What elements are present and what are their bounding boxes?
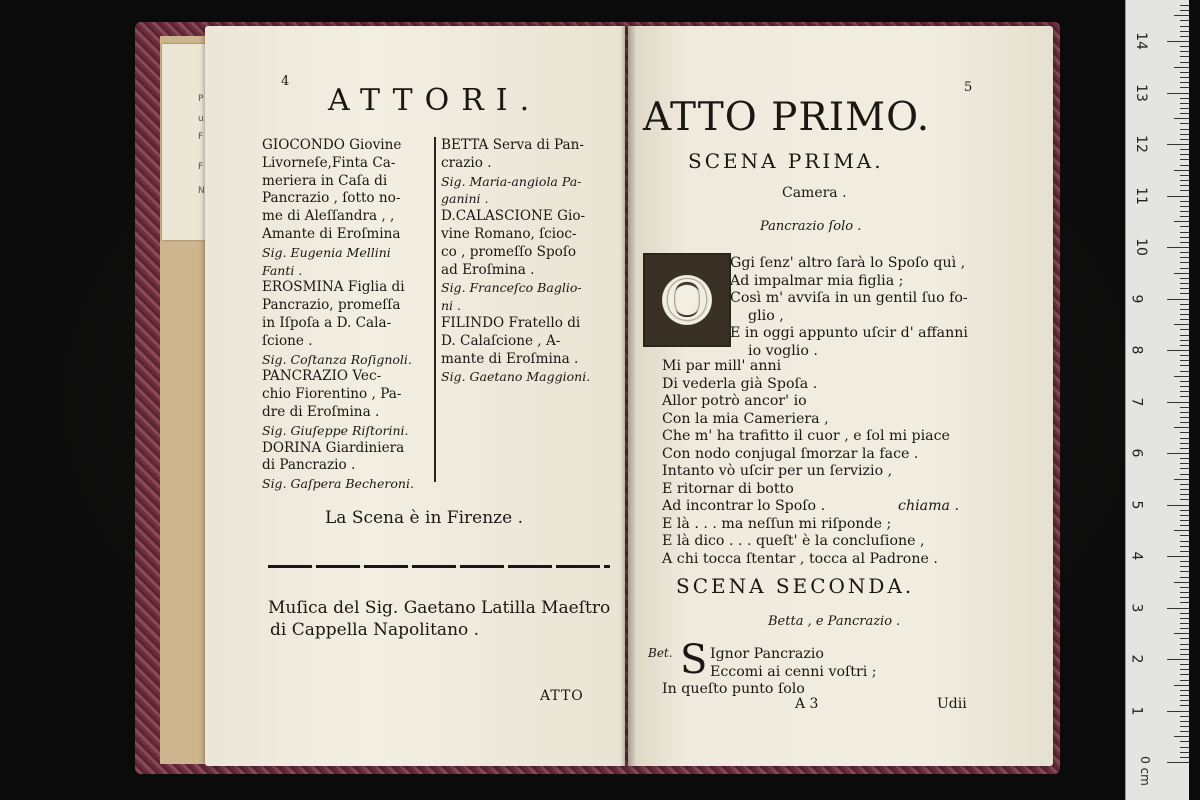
- ruler-tick: [1180, 510, 1189, 511]
- ruler-tick: [1174, 685, 1189, 686]
- ruler-tick: [1180, 293, 1189, 294]
- ruler-tick: [1180, 237, 1189, 238]
- ruler-tick: [1174, 530, 1189, 531]
- music-credit-line2: di Cappella Napolitano .: [270, 620, 480, 640]
- ruler-tick: [1180, 319, 1189, 320]
- ruler-unit-label: 0 cm: [1137, 756, 1152, 786]
- ruler-tick: [1180, 587, 1189, 588]
- ruler-tick: [1174, 273, 1189, 274]
- cast-line: dre di Eroſmina .: [262, 403, 380, 420]
- ruler-tick: [1180, 283, 1189, 284]
- right-page-number: 5: [964, 80, 973, 95]
- music-credit-line1: Muſica del Sig. Gaetano Latilla Maeſtro: [268, 598, 611, 618]
- verse-line: Che m' ha trafitto il cuor , e ſol mi piace: [662, 428, 950, 444]
- scene-setting: Camera .: [782, 185, 847, 201]
- ruler-tick: [1180, 386, 1189, 387]
- ruler-tick: [1180, 5, 1189, 6]
- ruler-tick: [1180, 618, 1189, 619]
- ruler-tick: [1180, 515, 1189, 516]
- ruler-tick: [1167, 505, 1189, 506]
- verse-line: Di vederla già Spoſa .: [662, 375, 818, 392]
- ruler-tick: [1167, 659, 1189, 660]
- ruler-tick: [1180, 628, 1189, 629]
- cast-line: Sig. Maria-angiola Pa-: [441, 173, 582, 189]
- ruler-number: 7: [1128, 397, 1145, 406]
- ruler-number: 5: [1128, 500, 1145, 509]
- ruler-tick: [1180, 468, 1189, 469]
- ruler-tick: [1180, 232, 1189, 233]
- ruler-tick: [1180, 551, 1189, 552]
- ruler-tick: [1180, 314, 1189, 315]
- right-catchword: Udii: [937, 696, 967, 712]
- ruler-tick: [1180, 741, 1189, 742]
- music-credit: [268, 597, 610, 641]
- ruler-number: 13: [1132, 83, 1149, 102]
- verse-line: Ad impalmar mia figlia ;: [730, 272, 904, 289]
- ruler-tick: [1180, 371, 1189, 372]
- cast-line: Sig. Franceſco Baglio-: [441, 280, 582, 296]
- ruler-tick: [1180, 103, 1189, 104]
- scene1-title: SCENA PRIMA.: [688, 149, 884, 173]
- verse-line: Intanto vò uſcir per un ſervizio ,: [662, 463, 893, 479]
- scene-location: La Scena è in Firenze .: [325, 508, 523, 528]
- ruler-tick: [1180, 262, 1189, 263]
- cast-line: PANCRAZIO Vec-: [262, 368, 382, 385]
- ruler-tick: [1180, 165, 1189, 166]
- column-divider: [434, 137, 436, 482]
- ruler-tick: [1180, 10, 1189, 11]
- ruler-tick: [1180, 72, 1189, 73]
- ruler-tick: [1180, 51, 1189, 52]
- cast-line: me di Aleſſandra , ,: [262, 208, 395, 225]
- verse-line: io voglio .: [730, 342, 818, 359]
- ruler-tick: [1180, 381, 1189, 382]
- signature-mark: A 3: [795, 696, 819, 712]
- ruler-tick: [1180, 448, 1189, 449]
- ruler-tick: [1180, 185, 1189, 186]
- ruler-tick: [1180, 226, 1189, 227]
- stage-direction-2: Betta , e Pancrazio .: [768, 614, 901, 629]
- ruler-tick: [1180, 535, 1189, 536]
- verse-block-1: [730, 255, 968, 360]
- ruler-tick: [1180, 644, 1189, 645]
- ruler-tick: [1180, 180, 1189, 181]
- ruler-tick: [1180, 407, 1189, 408]
- cast-line: EROSMINA Figlia di: [262, 279, 405, 296]
- cast-line: Pancrazio , ſotto no-: [262, 190, 401, 207]
- ruler-tick: [1180, 113, 1189, 114]
- ruler-tick: [1180, 257, 1189, 258]
- cast-line: D.CALASCIONE Gio-: [441, 208, 586, 225]
- verse-line: E ritornar di botto: [662, 480, 794, 497]
- slip-letter: N: [198, 186, 205, 196]
- ruler-tick: [1180, 474, 1189, 475]
- ruler-number: 11: [1132, 186, 1149, 205]
- ruler-number: 9: [1128, 294, 1145, 303]
- ruler-tick: [1180, 36, 1189, 37]
- cast-line: ganini .: [441, 191, 489, 207]
- cast-column-1: [262, 137, 434, 493]
- verse-line: E in oggi appunto uſcir d' affanni: [730, 325, 968, 341]
- ruler-tick: [1180, 46, 1189, 47]
- ruler-number: 6: [1128, 448, 1145, 458]
- ruler-number: 3: [1128, 603, 1145, 612]
- ruler-tick: [1180, 242, 1189, 243]
- ruler-tick: [1180, 26, 1189, 27]
- ornamental-dropcap: [643, 253, 731, 347]
- ruler-tick: [1174, 118, 1189, 119]
- dropcap-s: S: [680, 637, 708, 683]
- ruler-tick: [1180, 623, 1189, 624]
- cast-line: GIOCONDO Giovine: [262, 137, 402, 153]
- ruler-tick: [1180, 129, 1189, 130]
- speaker-label: Bet.: [648, 646, 673, 660]
- ruler-number: 8: [1128, 345, 1145, 355]
- ruler-tick: [1180, 56, 1189, 57]
- ruler-tick: [1180, 98, 1189, 99]
- ruler-tick: [1180, 211, 1189, 212]
- ruler-tick: [1180, 757, 1189, 758]
- ruler-tick: [1180, 206, 1189, 207]
- ruler-tick: [1180, 674, 1189, 675]
- ornamental-rule: [268, 565, 610, 568]
- ruler-tick: [1180, 340, 1189, 341]
- cast-line: FILINDO Fratello di: [441, 314, 581, 331]
- ruler-tick: [1174, 376, 1189, 377]
- left-catchword: ATTO: [540, 688, 584, 704]
- slip-letter: F: [198, 132, 204, 142]
- ruler-tick: [1180, 499, 1189, 500]
- ruler-tick: [1167, 453, 1189, 454]
- ruler-tick: [1174, 736, 1189, 737]
- cast-line: Sig. Gaetano Maggioni.: [441, 369, 591, 385]
- ruler-tick: [1180, 546, 1189, 547]
- ruler-tick: [1180, 494, 1189, 495]
- ruler-tick: [1180, 484, 1189, 485]
- stage-direction-chiama: chiama .: [898, 498, 960, 514]
- measurement-ruler: [1125, 0, 1189, 800]
- ruler-tick: [1180, 638, 1189, 639]
- ruler-tick: [1180, 669, 1189, 670]
- cast-line: ſcione .: [262, 332, 313, 349]
- verse-line: glio ,: [730, 307, 784, 324]
- ruler-tick: [1167, 711, 1189, 712]
- ruler-tick: [1174, 15, 1189, 16]
- ruler-tick: [1180, 175, 1189, 176]
- ruler-tick: [1180, 747, 1189, 748]
- ruler-tick: [1180, 335, 1189, 336]
- verse-line: A chi tocca ſtentar , tocca al Padrone .: [662, 550, 938, 567]
- cast-line: Livorneſe,Finta Ca-: [262, 154, 396, 171]
- ruler-tick: [1180, 458, 1189, 459]
- cast-line: ni .: [441, 298, 461, 314]
- ruler-tick: [1180, 700, 1189, 701]
- ruler-tick: [1180, 159, 1189, 160]
- cast-line: in Iſpoſa a D. Cala-: [262, 314, 392, 331]
- cast-line: ad Eroſmina .: [441, 261, 535, 278]
- ruler-tick: [1180, 422, 1189, 423]
- ruler-number: 1: [1128, 706, 1145, 715]
- ruler-tick: [1167, 247, 1189, 248]
- dropcap-letter: O: [664, 269, 710, 332]
- ruler-tick: [1174, 479, 1189, 480]
- ruler-tick: [1180, 690, 1189, 691]
- ruler-tick: [1180, 602, 1189, 603]
- ruler-tick: [1180, 329, 1189, 330]
- ruler-tick: [1180, 417, 1189, 418]
- ruler-tick: [1180, 489, 1189, 490]
- ruler-tick: [1180, 443, 1189, 444]
- ruler-tick: [1180, 365, 1189, 366]
- ruler-tick: [1180, 705, 1189, 706]
- ruler-tick: [1180, 592, 1189, 593]
- ruler-tick: [1174, 67, 1189, 68]
- ruler-tick: [1180, 432, 1189, 433]
- ruler-tick: [1180, 541, 1189, 542]
- ruler-tick: [1180, 654, 1189, 655]
- cast-line: BETTA Serva di Pan-: [441, 137, 585, 153]
- act-title: ATTO PRIMO.: [643, 95, 931, 140]
- cast-line: D. Calaſcione , A-: [441, 332, 561, 349]
- ruler-tick: [1180, 752, 1189, 753]
- ruler-tick: [1180, 355, 1189, 356]
- verse-line: Ad incontrar lo Spoſo . chiama .: [662, 498, 960, 514]
- ruler-tick: [1167, 93, 1189, 94]
- ruler-tick: [1180, 561, 1189, 562]
- slip-letter: F: [198, 162, 204, 172]
- slip-letter: P: [198, 94, 204, 104]
- ruler-tick: [1180, 20, 1189, 21]
- verse-line: Ggi ſenz' altro ſarà lo Spoſo quì ,: [730, 255, 966, 271]
- ruler-tick: [1180, 613, 1189, 614]
- ruler-tick: [1180, 360, 1189, 361]
- cast-line: Amante di Eroſmina: [262, 225, 401, 242]
- cast-line: vine Romano, ſcioc-: [441, 225, 577, 242]
- ruler-tick: [1180, 77, 1189, 78]
- verse-block-2: [662, 358, 960, 568]
- ruler-tick: [1167, 41, 1189, 42]
- ruler-number: 14: [1132, 32, 1149, 50]
- verse-line: Con nodo conjugal ſmorzar la face .: [662, 445, 919, 462]
- verse-block-3: [710, 646, 877, 681]
- verse-line: E là dico . . . queſt' è la concluſione ,: [662, 533, 925, 549]
- ruler-tick: [1167, 144, 1189, 145]
- ruler-tick: [1174, 582, 1189, 583]
- ruler-tick: [1174, 170, 1189, 171]
- cast-column-2: [441, 137, 613, 386]
- ruler-tick: [1180, 716, 1189, 717]
- ruler-tick: [1180, 463, 1189, 464]
- cast-line: Sig. Coſtanza Roſignoli.: [262, 351, 412, 367]
- book-gutter: [620, 26, 636, 766]
- ruler-number: 2: [1128, 654, 1145, 664]
- slip-letter: u: [198, 114, 204, 124]
- cast-line: chio Fiorentino , Pa-: [262, 386, 402, 403]
- ruler-tick: [1180, 252, 1189, 253]
- cast-line: Sig. Gaſpera Becheroni.: [262, 476, 414, 492]
- ruler-tick: [1180, 566, 1189, 567]
- cast-line: di Pancrazio .: [262, 457, 356, 474]
- ruler-tick: [1180, 268, 1189, 269]
- verse-line: Ignor Pancrazio: [710, 646, 824, 662]
- ruler-tick: [1180, 721, 1189, 722]
- ruler-tick: [1174, 633, 1189, 634]
- cast-line: Sig. Giuſeppe Riſtorini.: [262, 422, 409, 438]
- verse-line: In queſto punto ſolo: [662, 681, 805, 697]
- ruler-tick: [1180, 412, 1189, 413]
- ruler-tick: [1180, 396, 1189, 397]
- ruler-tick: [1174, 427, 1189, 428]
- ruler-tick: [1167, 402, 1189, 403]
- ruler-tick: [1180, 731, 1189, 732]
- ruler-tick: [1180, 664, 1189, 665]
- ruler-tick: [1167, 350, 1189, 351]
- ruler-tick: [1180, 62, 1189, 63]
- ruler-tick: [1180, 139, 1189, 140]
- ruler-tick: [1180, 31, 1189, 32]
- ruler-tick: [1180, 216, 1189, 217]
- ruler-tick: [1167, 196, 1189, 197]
- ruler-tick: [1167, 762, 1189, 763]
- cast-line: co , promeſſo Spoſo: [441, 243, 577, 260]
- ruler-tick: [1180, 134, 1189, 135]
- scene2-title: SCENA SECONDA.: [676, 574, 915, 598]
- ruler-tick: [1167, 556, 1189, 557]
- ruler-tick: [1180, 695, 1189, 696]
- left-page-number: 4: [281, 74, 290, 89]
- cast-line: mante di Eroſmina .: [441, 350, 579, 367]
- ruler-tick: [1167, 299, 1189, 300]
- ruler-tick: [1180, 123, 1189, 124]
- ruler-tick: [1180, 571, 1189, 572]
- ruler-tick: [1180, 288, 1189, 289]
- ruler-number: 10: [1132, 238, 1149, 256]
- verse-line: E là . . . ma neſſun mi riſponde ;: [662, 515, 892, 532]
- ruler-tick: [1180, 201, 1189, 202]
- ruler-number: 12: [1132, 135, 1149, 153]
- cast-line: crazio .: [441, 154, 492, 171]
- verse-line: Eccomi ai cenni voſtri ;: [710, 663, 877, 680]
- ruler-tick: [1180, 520, 1189, 521]
- ruler-tick: [1180, 680, 1189, 681]
- ruler-tick: [1180, 149, 1189, 150]
- ruler-tick: [1180, 154, 1189, 155]
- ruler-tick: [1174, 324, 1189, 325]
- cast-line: DORINA Giardiniera: [262, 439, 405, 456]
- ruler-tick: [1180, 108, 1189, 109]
- paper-slip: [162, 44, 206, 240]
- ruler-tick: [1180, 577, 1189, 578]
- ruler-tick: [1180, 87, 1189, 88]
- ruler-number: 4: [1128, 551, 1145, 561]
- ruler-tick: [1180, 438, 1189, 439]
- ruler-tick: [1180, 597, 1189, 598]
- ruler-tick: [1180, 726, 1189, 727]
- ruler-tick: [1180, 525, 1189, 526]
- ruler-tick: [1180, 278, 1189, 279]
- stage-direction: Pancrazio ſolo .: [760, 219, 862, 234]
- verse-line: Mi par mill' anni: [662, 358, 782, 374]
- verse-line: Così m' avviſa in un gentil ſuo fo-: [730, 290, 968, 306]
- verse-line: Allor potrò ancor' io: [662, 393, 807, 409]
- ruler-tick: [1180, 82, 1189, 83]
- cast-line: Fanti .: [262, 262, 303, 278]
- cast-list-title: ATTORI.: [328, 83, 542, 118]
- ruler-tick: [1180, 391, 1189, 392]
- ruler-tick: [1180, 649, 1189, 650]
- cast-line: meriera in Caſa di: [262, 172, 388, 189]
- ruler-tick: [1167, 608, 1189, 609]
- ruler-tick: [1180, 304, 1189, 305]
- ruler-tick: [1174, 221, 1189, 222]
- ruler-tick: [1180, 190, 1189, 191]
- cast-line: Sig. Eugenia Mellini: [262, 244, 391, 260]
- cast-line: Pancrazio, promeſſa: [262, 297, 401, 314]
- verse-line: Con la mia Cameriera ,: [662, 410, 829, 427]
- ruler-tick: [1180, 345, 1189, 346]
- ruler-tick: [1180, 309, 1189, 310]
